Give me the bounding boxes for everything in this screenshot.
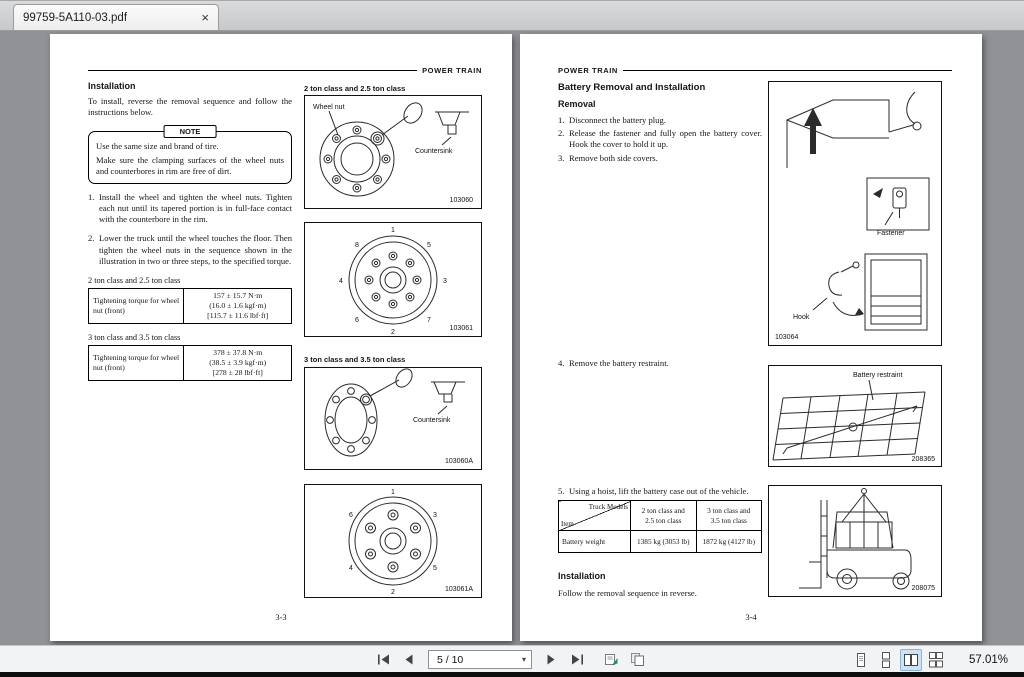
section-heading-battery: Battery Removal and Installation	[558, 82, 706, 93]
numbered-step: 2. Release the fastener and fully open the battery cover. Hook the cover to hold it up.	[558, 128, 762, 150]
column-header: 2 ton class and 2.5 ton class	[631, 501, 697, 531]
step-text: Lower the truck until the wheel touches the floor. Then tighten the wheel nuts in the sequence shown in the illustration in two or three steps, to the specified torque.	[99, 233, 292, 266]
sequence-number: 4	[339, 278, 343, 285]
forklift-hoist-illustration	[769, 486, 941, 596]
wheel-nut-illustration-3ton	[305, 368, 481, 469]
numbered-step: 3. Remove both side covers.	[558, 153, 658, 163]
torque-table-caption-3ton: 3 ton class and 3.5 ton class	[88, 332, 181, 342]
step-text: Install the wheel and tighten the wheel nuts. Tighten each nut until its tapered portion is in full-face contact with the counterbore in the rim.	[99, 191, 292, 225]
text-column	[88, 81, 292, 381]
continuous-page-icon	[878, 652, 894, 668]
battery-restraint-label: Battery restraint	[853, 372, 903, 379]
sequence-number: 1	[391, 489, 395, 496]
subheading-installation: Installation	[558, 571, 606, 581]
figure-103061	[304, 222, 482, 337]
section-heading-installation: Installation	[88, 81, 136, 91]
wheel-nut-illustration	[305, 96, 481, 208]
tab-bar	[0, 0, 1024, 31]
torque-table-caption-2ton: 2 ton class and 2.5 ton class	[88, 275, 181, 285]
figure-number: 103061	[449, 325, 473, 332]
figure-number: 208075	[911, 585, 935, 592]
battery-weight-table	[558, 500, 762, 553]
page-number: 3-4	[745, 612, 757, 622]
figure-number: 103064	[775, 334, 799, 341]
sequence-number: 5	[427, 242, 431, 249]
subheading-removal: Removal	[558, 99, 596, 109]
figure-103064	[768, 81, 942, 346]
document-area[interactable]	[0, 32, 1024, 645]
snapshot-icon	[604, 653, 619, 666]
figure-number: 103061A	[444, 586, 473, 593]
table-value: 1872 kg (4127 lb)	[696, 531, 762, 553]
page-header	[88, 65, 482, 76]
pdf-page-3-4	[520, 34, 982, 641]
previous-page-icon	[403, 654, 415, 665]
facing-view-button[interactable]	[900, 649, 922, 671]
fastener-label: Fastener	[877, 230, 905, 237]
note-text-line2: Make sure the clamping surfaces of the wheel nuts and counterbores in rim are free of dirt.	[96, 154, 284, 176]
clipboard-icon	[630, 653, 645, 666]
installation-text: Follow the removal sequence in reverse.	[558, 588, 697, 598]
figure-103060	[304, 95, 482, 209]
last-page-button[interactable]	[566, 649, 588, 670]
hook-label: Hook	[793, 314, 810, 321]
continuous-facing-icon	[928, 652, 944, 668]
note-label: NOTE	[164, 125, 217, 138]
sequence-number: 6	[349, 512, 353, 519]
figure-number: 103060A	[444, 458, 473, 465]
first-page-button[interactable]	[372, 649, 394, 670]
continuous-facing-view-button[interactable]	[925, 649, 947, 671]
page-navigation	[372, 646, 648, 673]
numbered-step: 5. Using a hoist, lift the battery case out of the vehicle.	[558, 486, 749, 496]
battery-cover-illustration	[769, 82, 941, 345]
wheel-nut-sequence-illustration-3ton	[305, 485, 481, 597]
pdf-page-3-3	[50, 34, 512, 641]
numbered-step	[88, 192, 292, 226]
single-page-icon	[853, 652, 869, 668]
numbered-step: 4. Remove the battery restraint.	[558, 358, 669, 368]
view-mode-controls	[850, 646, 1008, 673]
figure-208075	[768, 485, 942, 597]
header-title: POWER TRAIN	[417, 66, 482, 75]
sequence-number: 7	[427, 317, 431, 324]
figure-103060A	[304, 367, 482, 470]
snapshot-button[interactable]	[600, 649, 622, 670]
sequence-number: 3	[443, 278, 447, 285]
single-page-view-button[interactable]	[850, 649, 872, 671]
torque-label: Tightening torque for wheel nut (front)	[89, 288, 184, 323]
figure-number: 208365	[911, 456, 935, 463]
torque-table-2ton	[88, 288, 292, 324]
zoom-level[interactable]: 57.01%	[968, 653, 1008, 666]
torque-values: 157 ± 15.7 N·m (16.0 ± 1.6 kgf·m) [115.7 ± 11.6 lbf·ft]	[184, 288, 292, 323]
header-title: POWER TRAIN	[558, 66, 623, 75]
sequence-number: 6	[355, 317, 359, 324]
numbered-step	[88, 233, 292, 267]
clipboard-button[interactable]	[626, 649, 648, 670]
last-page-icon	[570, 654, 585, 665]
page-header	[558, 65, 952, 76]
row-label: Battery weight	[559, 531, 631, 553]
chevron-down-icon: ▾	[521, 655, 526, 664]
step-number: 1.	[88, 191, 95, 202]
torque-values: 378 ± 37.8 N·m (38.5 ± 3.9 kgf·m) [278 ± 28 lbf·ft]	[184, 345, 292, 380]
close-icon[interactable]: ×	[201, 10, 209, 25]
numbered-step: 1. Disconnect the battery plug.	[558, 115, 666, 125]
sequence-number: 4	[349, 565, 353, 572]
sequence-number: 1	[391, 227, 395, 234]
figure-column	[304, 81, 482, 606]
page-number: 3-3	[275, 612, 287, 622]
torque-label: Tightening torque for wheel nut (front)	[89, 345, 184, 380]
sequence-number: 8	[355, 242, 359, 249]
tab-title: 99759-5A110-03.pdf	[23, 11, 128, 24]
first-page-icon	[376, 654, 391, 665]
table-value: 1385 kg (3053 lb)	[631, 531, 697, 553]
next-page-button[interactable]	[540, 649, 562, 670]
next-page-icon	[545, 654, 557, 665]
table-corner-cell: Truck Models Item	[559, 501, 631, 531]
battery-restraint-illustration	[769, 366, 941, 466]
bottom-toolbar	[0, 645, 1024, 673]
page-indicator: 5 / 10	[437, 653, 464, 666]
column-header: 3 ton class and 3.5 ton class	[696, 501, 762, 531]
figure-number: 103060	[449, 197, 473, 204]
torque-table-3ton	[88, 345, 292, 381]
wheel-nut-label: Wheel nut	[313, 104, 345, 111]
sequence-number: 2	[391, 329, 395, 336]
bottom-edge-strip	[0, 672, 1024, 677]
figure-103061A	[304, 484, 482, 598]
sequence-number: 5	[433, 565, 437, 572]
page-number-dropdown[interactable]	[428, 650, 532, 669]
intro-paragraph: To install, reverse the removal sequence and follow the instructions below.	[88, 96, 292, 118]
figure-caption-3ton: 3 ton class and 3.5 ton class	[304, 355, 406, 364]
previous-page-button[interactable]	[398, 649, 420, 670]
continuous-view-button[interactable]	[875, 649, 897, 671]
facing-pages-icon	[903, 652, 919, 668]
note-box	[88, 127, 292, 184]
document-tab[interactable]	[13, 4, 219, 30]
figure-208365	[768, 365, 942, 467]
countersink-label: Countersink	[413, 417, 451, 424]
note-text-line1: Use the same size and brand of tire.	[96, 141, 219, 152]
sequence-number: 2	[391, 589, 395, 596]
wheel-nut-sequence-illustration	[305, 223, 481, 336]
sequence-number: 3	[433, 512, 437, 519]
countersink-label: Countersink	[415, 148, 453, 155]
step-number: 2.	[88, 233, 95, 244]
figure-caption-2ton: 2 ton class and 2.5 ton class	[304, 84, 406, 93]
